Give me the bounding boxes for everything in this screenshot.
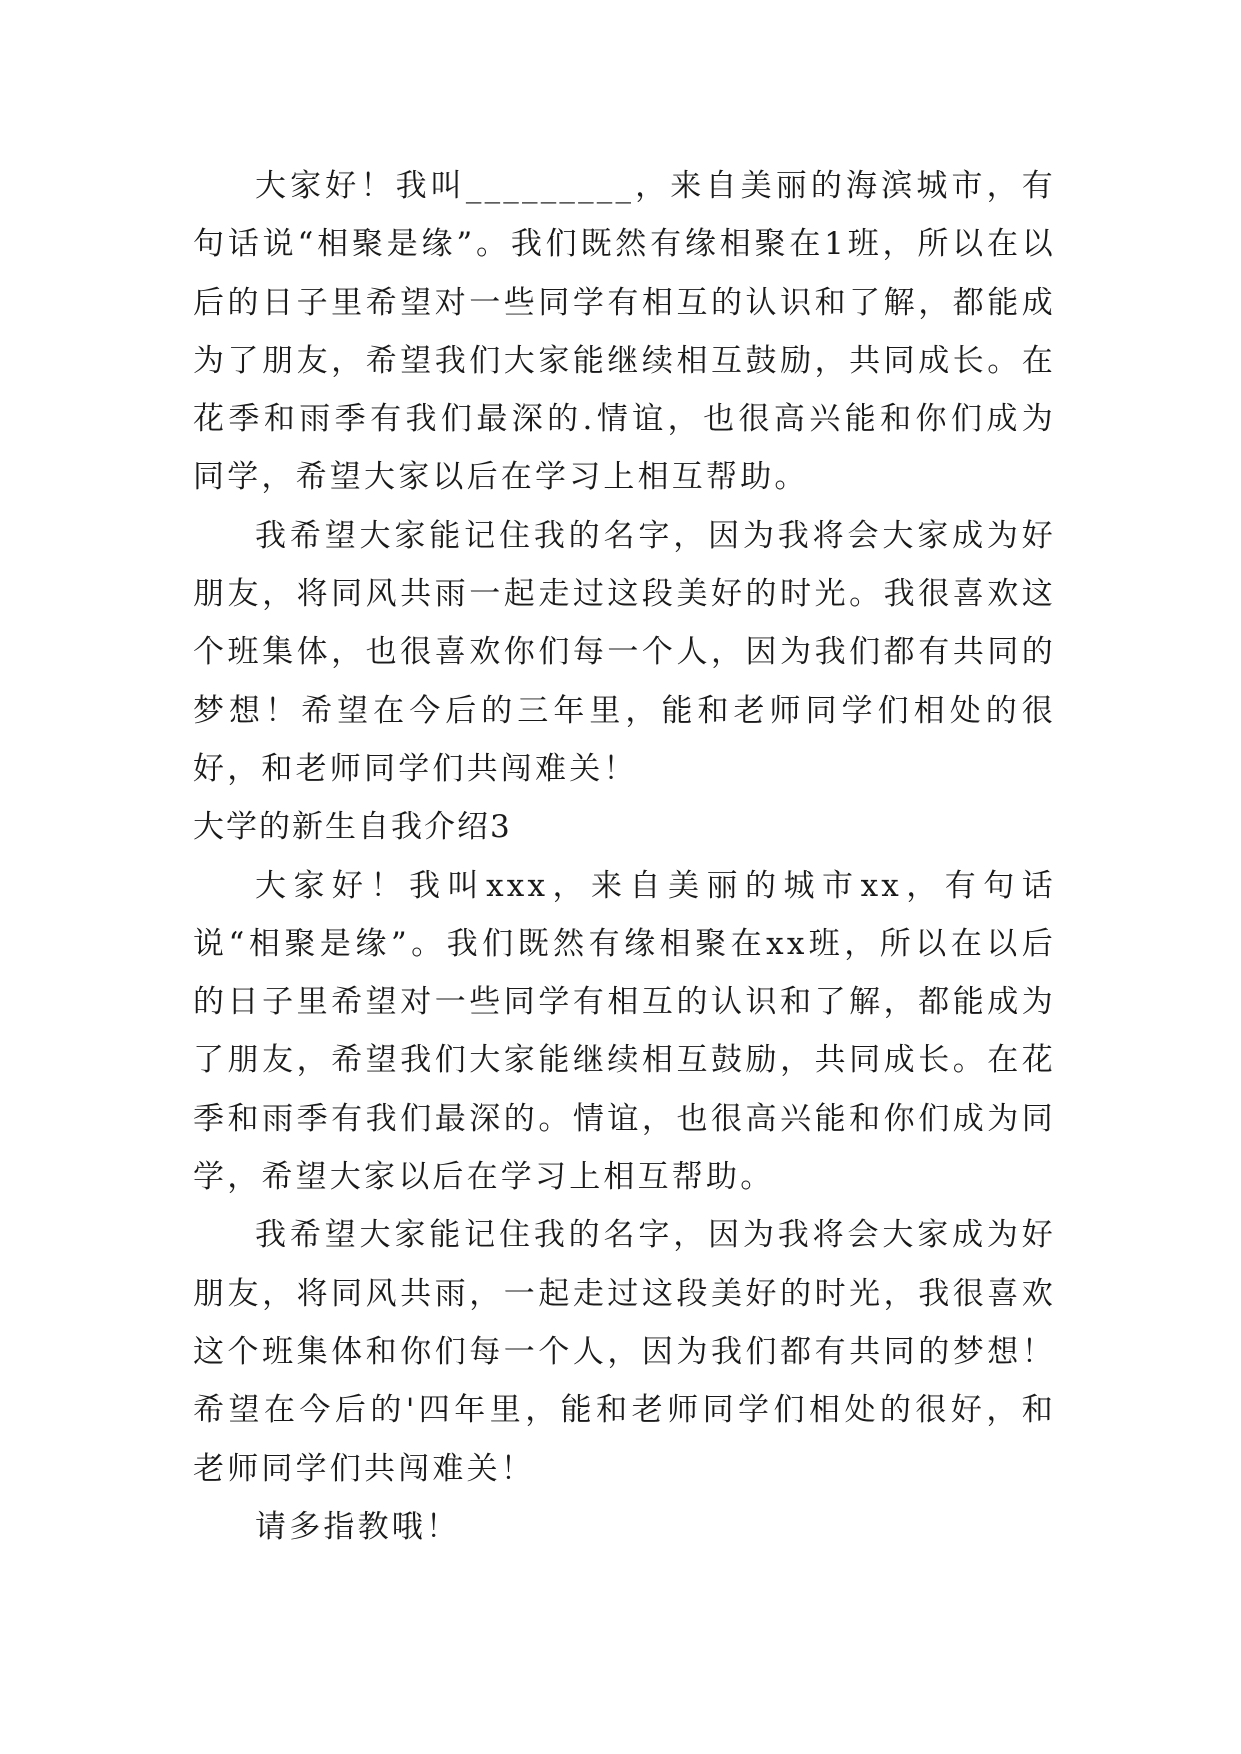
section-title: 大学的新生自我介绍3 <box>193 809 512 846</box>
paragraph-section-1: 大家好！我叫xxx，来自美丽的城市xx，有句话说“相聚是缘”。我们既然有缘相聚在xx班，所以在以后的日子里希望对一些同学有相互的认识和了解，都能成为了朋友，希望我们大家能继续相互鼓励，共同成长。在花季和雨季有我们最深的。情谊，也很高兴能和你们成为同学，希望大家以后在学习上相互帮助。 <box>193 867 1056 1196</box>
paragraph-intro-2: 我希望大家能记住我的名字，因为我将会大家成为好朋友，将同风共雨一起走过这段美好的时光。我很喜欢这个班集体，也很喜欢你们每一个人，因为我们都有共同的梦想！希望在今后的三年里，能和老师同学们相处的很好，和老师同学们共闯难关！ <box>193 517 1056 787</box>
paragraph-intro-1: 大家好！我叫_________，来自美丽的海滨城市，有句话说“相聚是缘”。我们既然有缘相聚在1班，所以在以后的日子里希望对一些同学有相互的认识和了解，都能成为了朋友，希望我们大家能继续相互鼓励，共同成长。在花季和雨季有我们最深的.情谊，也很高兴能和你们成为同学，希望大家以后在学习上相互帮助。 <box>193 168 1056 496</box>
document-body <box>193 157 1056 1556</box>
paragraph-closing: 请多指教哦！ <box>255 1508 461 1545</box>
paragraph-section-2: 我希望大家能记住我的名字，因为我将会大家成为好朋友，将同风共雨，一起走过这段美好的时光，我很喜欢这个班集体和你们每一个人，因为我们都有共同的梦想！希望在今后的'四年里，能和老师同学们相处的很好，和老师同学们共闯难关！ <box>193 1217 1056 1487</box>
